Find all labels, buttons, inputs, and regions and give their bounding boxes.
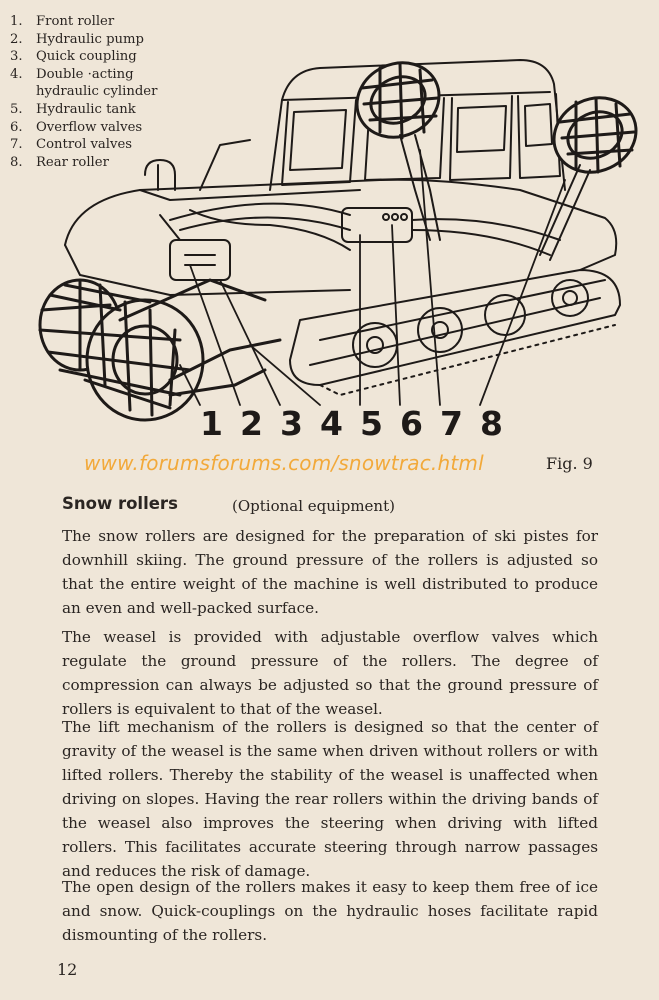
track-assembly-drawing xyxy=(290,270,620,395)
section-title: Snow rollers xyxy=(62,494,178,513)
snow-roller-vehicle-illustration xyxy=(20,40,650,450)
page-number: 12 xyxy=(57,960,78,979)
legend-item: 7. Control valves xyxy=(10,137,133,153)
figure-label: Fig. 9 xyxy=(546,454,593,473)
body-drawing xyxy=(65,140,616,295)
callout-6: 6 xyxy=(400,404,426,443)
callout-5: 5 xyxy=(360,404,386,443)
hydraulic-pump-drawing xyxy=(160,215,230,280)
section-subtitle: (Optional equipment) xyxy=(232,497,395,515)
rear-roller-drawing xyxy=(345,50,649,186)
legend-item: 8. Rear roller xyxy=(10,154,109,170)
front-roller-drawing xyxy=(40,280,280,420)
callout-7: 7 xyxy=(440,404,466,443)
callout-numbers xyxy=(193,404,513,443)
callout-2: 2 xyxy=(240,404,266,443)
legend-item: 3. Quick coupling xyxy=(10,49,137,65)
callout-8: 8 xyxy=(480,404,506,443)
paragraph: The lift mechanism of the rollers is designed so that the center of gravity of the weasel is the same when driven without rollers or with lifted rollers. Thereby the stability of the weasel is unaffected when driving on slopes. Having the rear rollers within the driving bands of the weasel also improves the steering when driving with lifted rollers. This facilitates accurate steering through narrow passages and reduces the risk of damage. xyxy=(62,718,598,880)
legend-item: 1. Front roller xyxy=(10,14,115,29)
callout-3: 3 xyxy=(280,404,306,443)
paragraph: The snow rollers are designed for the preparation of ski pistes for downhill skiing. The ground pressure of the rollers is adjusted so that the entire weight of the machine is well distributed to produce an even and well-packed surface. xyxy=(62,527,598,617)
paragraph: The open design of the rollers makes it easy to keep them free of ice and snow. Quick-couplings on the hydraulic hoses facilitate rapid dismounting of the rollers. xyxy=(62,878,598,944)
watermark-url: www.forumsforums.com/snowtrac.html xyxy=(84,451,484,475)
legend-item: 5. Hydraulic tank xyxy=(10,101,136,117)
callout-4: 4 xyxy=(320,404,346,443)
legend-item: 2. Hydraulic pump xyxy=(10,31,144,47)
paragraph: The weasel is provided with adjustable overflow valves which regulate the ground pressure of the rollers. The degree of compression can always be adjusted so that the ground pressure of rollers is equivalent to that of the weasel. xyxy=(62,628,598,718)
legend-item-continuation: hydraulic cylinder xyxy=(36,84,158,100)
legend-item: 6. Overflow valves xyxy=(10,119,143,135)
legend-item: 4. Double ·acting xyxy=(10,66,134,82)
hydraulic-tank-drawing xyxy=(170,204,560,255)
callout-1: 1 xyxy=(200,404,226,443)
